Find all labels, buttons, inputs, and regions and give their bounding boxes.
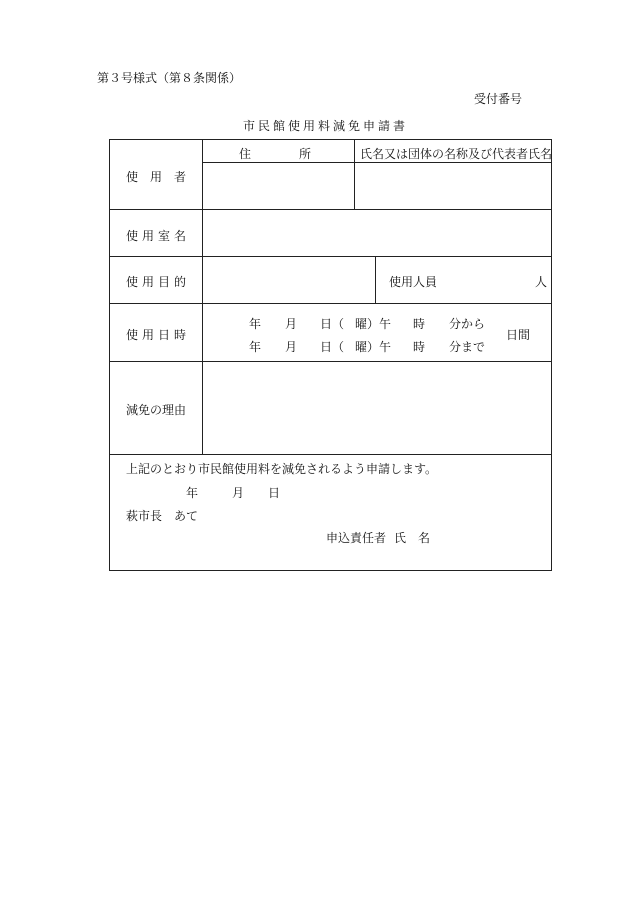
start-weekday-label: 曜） <box>355 317 380 331</box>
start-month-label: 月 <box>285 317 298 331</box>
application-day-label: 日 <box>268 486 281 500</box>
row-divider-datetime <box>109 361 552 362</box>
room-label: 使用室名 <box>126 229 191 243</box>
purpose-field[interactable] <box>204 258 373 302</box>
declaration-statement: 上記のとおり市民館使用料を減免されるよう申請します。 <box>126 462 438 476</box>
page-title: 市民館使用料減免申請書 <box>243 119 409 133</box>
end-day-label: 日（ <box>320 340 345 354</box>
end-weekday-label: 曜） <box>355 340 380 354</box>
applicant-header-line <box>202 162 552 163</box>
end-hour-label: 時 <box>413 340 426 354</box>
address-field[interactable] <box>204 164 352 208</box>
datetime-label: 使用日時 <box>126 328 191 342</box>
applicant-name-field[interactable] <box>436 524 546 548</box>
start-day-label: 日（ <box>320 317 345 331</box>
end-year-label: 年 <box>249 340 262 354</box>
persons-unit: 人 <box>535 275 548 289</box>
application-year-label: 年 <box>186 486 199 500</box>
row-divider-applicant <box>109 209 552 210</box>
applicant-label: 使 用 者 <box>126 170 187 184</box>
row-divider-reason <box>109 454 552 455</box>
address-label: 住 所 <box>239 147 312 161</box>
room-field[interactable] <box>204 211 550 255</box>
persons-label: 使用人員 <box>389 275 438 289</box>
row-divider-room <box>109 256 552 257</box>
days-label: 日間 <box>506 328 531 342</box>
end-minute-label: 分まで <box>449 340 486 354</box>
start-ampm-label: 午 <box>379 317 392 331</box>
end-month-label: 月 <box>285 340 298 354</box>
name-field[interactable] <box>356 164 550 208</box>
purpose-persons-divider <box>375 256 376 303</box>
start-hour-label: 時 <box>413 317 426 331</box>
applicant-name-label: 氏 名 <box>394 531 431 545</box>
reason-label: 減免の理由 <box>126 403 187 417</box>
end-ampm-label: 午 <box>379 340 392 354</box>
addressee: 萩市長 あて <box>126 509 199 523</box>
applicant-title: 申込責任者 <box>326 531 387 545</box>
persons-field[interactable] <box>446 258 530 302</box>
address-name-divider <box>354 139 355 209</box>
reason-field[interactable] <box>204 363 550 453</box>
start-minute-label: 分から <box>449 317 486 331</box>
label-column-divider <box>202 139 203 455</box>
row-divider-purpose <box>109 303 552 304</box>
application-month-label: 月 <box>232 486 245 500</box>
name-label: 氏名又は団体の名称及び代表者氏名 <box>360 147 553 161</box>
purpose-label: 使用目的 <box>126 275 191 289</box>
start-year-label: 年 <box>249 317 262 331</box>
form-number: 第３号様式（第８条関係） <box>97 71 242 85</box>
receipt-number-label: 受付番号 <box>474 92 523 106</box>
